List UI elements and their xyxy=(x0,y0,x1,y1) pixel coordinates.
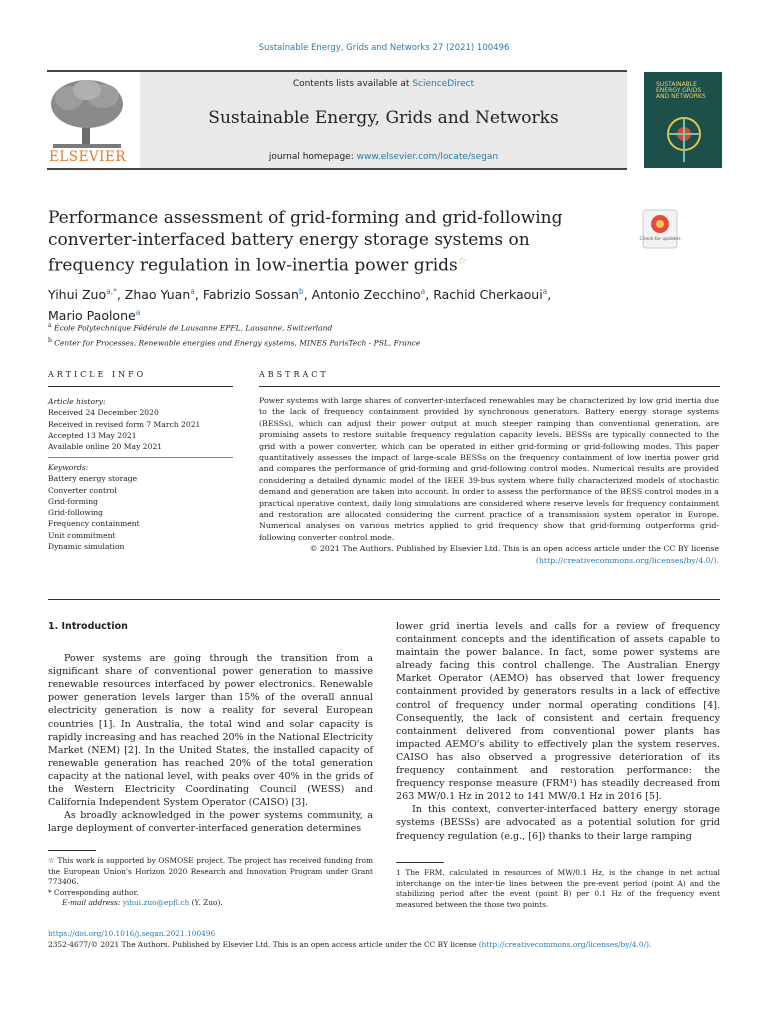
abstract-heading: ABSTRACT xyxy=(259,370,329,379)
author-list xyxy=(48,283,668,325)
doi-link[interactable]: https://doi.org/10.1016/j.segan.2021.100496 xyxy=(48,929,216,938)
author-separator: , xyxy=(425,287,434,303)
body-column-right xyxy=(396,620,720,843)
issn-line: 2352-4677/© 2021 The Authors. Published by Elsevier Ltd. This is an open access article under the CC BY license (http://creativecommons.org/licenses/by/4.0/). xyxy=(48,940,652,949)
affiliation-mark: a xyxy=(48,322,52,329)
affiliation-list xyxy=(48,320,648,349)
author-affiliation-mark[interactable]: a xyxy=(542,287,548,296)
author-affiliation-mark[interactable]: a,* xyxy=(106,287,117,296)
running-head[interactable]: Sustainable Energy, Grids and Networks 27 (2021) 100496 xyxy=(258,43,510,53)
paragraph: In this context, converter-interfaced battery energy storage systems (BESSs) are advocated as a potential solution for grid frequency regulation (e.g., [6]) thanks to their large ramping xyxy=(396,804,720,842)
check-updates-text: Check for updates xyxy=(639,237,681,242)
affiliation-item xyxy=(48,335,648,350)
cover-graphic xyxy=(644,72,722,168)
abstract-license-link[interactable]: (http://creativecommons.org/licenses/by/4.0/). xyxy=(535,555,719,565)
article-title: Performance assessment of grid-forming and grid-following converter-interfaced battery energy storage systems on frequency regulation in low-inertia power grids☆ xyxy=(48,208,563,276)
check-for-updates-badge[interactable] xyxy=(639,210,681,248)
keywords-label: Keywords: xyxy=(48,463,89,472)
funding-footnote: ☆ This work is supported by OSMOSE project. The project has received funding from the European Union's Horizon 2020 Research and Innovation Program under Grant 773406. xyxy=(48,856,373,886)
author-name[interactable]: Antonio Zecchino xyxy=(311,287,421,303)
history-item: Received 24 December 2020 xyxy=(48,408,159,418)
footnotes-left xyxy=(48,856,373,909)
article-history xyxy=(48,396,233,452)
cover-title: SUSTAINABLE ENERGY GRIDS AND NETWORKS xyxy=(656,81,706,100)
keywords-list xyxy=(48,473,233,552)
author-separator: , xyxy=(116,287,125,303)
footnote-rule-right xyxy=(396,862,444,863)
info-divider xyxy=(48,457,233,458)
body-column-left xyxy=(48,620,373,835)
keyword-item: Battery energy storage xyxy=(48,474,138,484)
keyword-item: Grid-forming xyxy=(48,496,98,506)
author-name[interactable]: Yihui Zuo xyxy=(48,287,107,303)
history-item: Received in revised form 7 March 2021 xyxy=(48,419,201,429)
corresponding-author-footnote: * Corresponding author. xyxy=(48,887,139,897)
title-footnote-star[interactable]: ☆ xyxy=(457,256,467,267)
keyword-item: Grid-following xyxy=(48,508,104,518)
section-rule-right xyxy=(259,386,720,387)
author-name[interactable]: Zhao Yuan xyxy=(124,287,191,303)
abstract-body xyxy=(259,395,719,566)
author-affiliation-mark[interactable]: b xyxy=(298,287,304,296)
section-rule-left xyxy=(48,386,233,387)
paragraph: lower grid inertia levels and calls for a review of frequency containment concepts and the identification of assets capable to maintain the power balance. In fact, some power systems are already facing this control challenge. The Australian Energy Market Operator (AEMO) has observed that lower frequency containment provided by generators results in a lack of effective control of frequency under normal operating conditions [4]. Consequently, the lack of consistent and certain frequency containment delivered from conventional power plants has impacted AEMO's ability to effectively plan the system reserves. CAISO has also observed a progressive deterioration of its frequency containment and restoration performance: the frequency response measure (FRM¹) has steadily decreased from 263 MW/0.1 Hz in 2012 to 141 MW/0.1 Hz in 2016 [5]. xyxy=(396,621,720,803)
author-name[interactable]: Fabrizio Sossan xyxy=(202,287,299,303)
keyword-item: Dynamic simulation xyxy=(48,542,125,552)
keyword-item: Unit commitment xyxy=(48,530,116,540)
author-affiliation-mark[interactable]: a xyxy=(420,287,426,296)
author-separator: , xyxy=(303,287,312,303)
author-separator: , xyxy=(547,287,552,303)
affiliation-text: Center for Processes, Renewable energies and Energy systems, MINES ParisTech - PSL, France xyxy=(54,338,421,347)
journal-cover-image xyxy=(644,72,722,168)
abstract-license: © 2021 The Authors. Published by Elsevier Ltd. This is an open access article under the CC BY license (http://creativecommons.org/licenses/by/4.0/). xyxy=(309,544,719,565)
author-name[interactable]: Mario Paolone xyxy=(48,308,136,324)
abstract-bottom-rule xyxy=(48,599,720,600)
elsevier-wordmark: ELSEVIER xyxy=(49,149,127,165)
journal-banner xyxy=(47,70,722,170)
contents-line: Contents lists available at ScienceDirect xyxy=(292,79,475,89)
author-separator: , xyxy=(194,287,203,303)
author-affiliation-mark[interactable]: a xyxy=(190,287,195,296)
author-name[interactable]: Rachid Cherkaoui xyxy=(433,287,543,303)
section-heading-introduction: 1. Introduction xyxy=(48,621,128,632)
affiliation-text: École Polytechnique Fédérale de Lausanne EPFL, Lausanne, Switzerland xyxy=(53,323,333,333)
banner-bottom-rule xyxy=(47,168,627,170)
history-item: Accepted 13 May 2021 xyxy=(48,430,137,440)
paragraph: Power systems are going through the transition from a significant share of conventional power generation to massive renewable resources interfaced by power electronics. Renewable power generation levels larger than 15% of the overall annual electricity generation is now a reality for several European countries [1]. In Australia, the total wind and solar capacity is rapidly increasing and has reached 20% in the National Electricity Market (NEM) [2]. In the United States, the installed capacity of renewable generation has reached 20% of the total generation capacity at the national level, with peaks over 40% in the grids of the Western Electricity Coordinating Council (WESS) and California Independent System Operator (CAISO) [3]. xyxy=(48,653,373,809)
journal-homepage-link[interactable]: www.elsevier.com/locate/segan xyxy=(356,152,499,162)
keyword-item: Converter control xyxy=(48,485,117,495)
sciencedirect-link[interactable]: ScienceDirect xyxy=(412,79,475,89)
footnotes-right xyxy=(396,868,720,910)
affiliation-mark: b xyxy=(48,336,52,344)
journal-title: Sustainable Energy, Grids and Networks xyxy=(208,108,559,128)
footnote-rule-left xyxy=(48,850,96,851)
history-list xyxy=(48,407,233,452)
banner-center-panel xyxy=(140,72,627,168)
issn-license-link[interactable]: (http://creativecommons.org/licenses/by/4.0/). xyxy=(478,940,652,949)
journal-homepage-line: journal homepage: www.elsevier.com/locate/segan xyxy=(268,152,499,162)
author-affiliation-mark[interactable]: a xyxy=(135,308,141,318)
abstract-text: Power systems with large shares of converter-interfaced renewables may be characterized by low grid inertia due to the lack of frequency containment provided by synchronous generators. Battery energy storage systems (BESSs), which can adjust their power output at much steeper ramping than conventional generation, are promising assets to restore suitable frequency regulation capacity levels. BESSs are typically connected to the grid with a power converter, which can be operated in either grid-forming or grid-following modes. This paper quantitatively assesses the impact of large-scale BESSs on the frequency containment of low inertia power grid and compares the performance of grid-forming and grid-following control modes. Numerical results are provided considering a detailed dynamic model of the IEEE 39-bus system where fully characterized models of stochastic demand and generation are taken into account. In order to assess the performance of the BESS control modes in a practical operative context, daily long simulations are considered where reserve levels for frequency containment and restoration are allocated considering the current practice of a transmission system operator in Europe. Numerical analyses on various metrics applied to grid frequency show that grid-forming outperforms grid-following converter control mode. xyxy=(259,396,719,542)
email-footnote: E-mail address: yihui.zuo@epfl.ch (Y. Zuo). xyxy=(62,898,223,907)
paragraph: As broadly acknowledged in the power systems community, a large deployment of converter-interfaced generation determines xyxy=(48,810,373,835)
keyword-item: Frequency containment xyxy=(48,519,140,529)
bottom-publication-info xyxy=(48,928,728,950)
author-email-link[interactable]: yihui.zuo@epfl.ch xyxy=(122,898,190,907)
keyword-block xyxy=(48,462,233,552)
history-label: Article history: xyxy=(48,397,106,406)
article-info-heading: ARTICLE INFO xyxy=(48,370,147,379)
affiliation-item xyxy=(48,320,648,335)
frm-footnote: 1 The FRM, calculated in resources of MW/0.1 Hz, is the change in net actual interchange on the inter-tie lines between the pre-event period (point A) and the stabilizing period after the event (point B) per 0.1 Hz of the frequency event measured between the those two points. xyxy=(396,868,720,909)
history-item: Available online 20 May 2021 xyxy=(48,442,163,452)
article-title-block xyxy=(48,207,608,277)
